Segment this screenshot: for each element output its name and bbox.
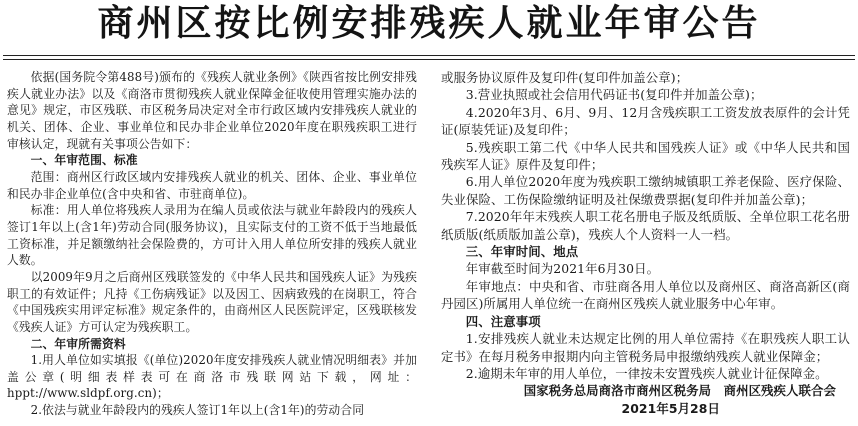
material-item-7: 7.2020年年末残疾人职工花名册电子版及纸质版、全单位职工花名册纸质版(纸质版加盖公章)，残疾人个人资料一人一档。 [441, 209, 850, 242]
signature-line: 国家税务总局商洛市商州区税务局 商州区残疾人联合会 [523, 383, 836, 399]
section-heading-scope: 一、年审范围、标准 [30, 153, 138, 168]
section-heading-notes: 四、注意事项 [465, 313, 541, 329]
material-item-6: 6.用人单位2020年度为残疾职工缴纳城镇职工养老保险、医疗保险、失业保险、工伤保险缴纳证明及社保缴费票据(复印件并加盖公章)； [441, 174, 850, 207]
left-column [7, 69, 417, 419]
standard-paragraph: 标准：用人单位将残疾人录用为在编人员或依法与就业年龄段内的残疾人签订1年以上(含1年)劳动合同(服务协议)，且实际支付的工资不低于当地最低工资标准，并足额缴纳社会保险费的，方可计入用人单位所安排的残疾人就业人数。 [7, 203, 417, 268]
material-item-3: 3.营业执照或社会信用代码证书(复印件并加盖公章)； [465, 87, 763, 103]
title-divider-thick [3, 55, 855, 56]
note-item-1: 1.安排残疾人就业未达规定比例的用人单位需持《在职残疾人职工认定书》在每月税务申报期内向主管税务局申报缴纳残疾人就业保障金； [441, 331, 850, 364]
section-heading-materials: 二、年审所需资料 [30, 336, 126, 351]
section-heading-time-place: 三、年审时间、地点 [465, 244, 579, 260]
right-column [441, 69, 850, 417]
intro-paragraph: 依据(国务院令第488号)颁布的《残疾人就业条例》《陕西省按比例安排残疾人就业办法》以及《商洛市贯彻残疾人就业保障金征收使用管理实施办法的意见》规定，市区残联、市区税务局决定对全市行政区域内安排残疾人就业的机关、团体、企业、事业单位和民办非企业单位2020年度在职残疾职工进行审核认定，现就有关事项公告如下： [7, 70, 417, 151]
page-title: 商州区按比例安排残疾人就业年审公告 [97, 3, 761, 44]
material-item-2-continued: 或服务协议原件及复印件(复印件加盖公章)； [441, 70, 689, 85]
certificate-paragraph: 以2009年9月之后商州区残联签发的《中华人民共和国残疾人证》为残疾职工的有效证件；凡持《工伤病残证》以及因工、因病致残的在岗职工，符合《中国残疾实用评定标准》规定条件的，由商州区人民医院评定，区残联核发《残疾人证》方可认定为残疾职工。 [7, 269, 417, 334]
date-line: 2021年5月28日 [621, 400, 720, 416]
location-paragraph: 年审地点：中央和省、市驻商各用人单位以及商州区、商洛高新区(商丹园区)所属用人单位统一在商州区残疾人就业服务中心年审。 [441, 278, 850, 312]
scope-paragraph: 范围：商州区行政区域内安排残疾人就业的机关、团体、企业、事业单位和民办非企业单位(含中央和省、市驻商单位)。 [7, 169, 417, 201]
material-item-2: 2.依法与就业年龄段内的残疾人签订1年以上(含1年)的劳动合同 [30, 403, 365, 418]
material-item-5: 5.残疾职工第二代《中华人民共和国残疾人证》或《中华人民共和国残疾军人证》原件及复印件； [441, 139, 850, 173]
material-item-1: 1.用人单位如实填报《(单位)2020年度安排残疾人就业情况明细表》并加盖公章(明细表样表可在商洛市残联网站下载，网址：hppt://www.sldpf.org.cn)； [7, 353, 417, 401]
note-item-2: 2.逾期未年审的用人单位，一律按未安置残疾人就业计征保障金。 [465, 365, 828, 381]
material-item-4: 4.2020年3月、6月、9月、12月含残疾职工工资发放表原件的会计凭证(原装凭证)及复印件； [441, 104, 850, 138]
deadline-paragraph: 年审截至时间为2021年6月30日。 [465, 261, 660, 277]
title-divider-thin [3, 59, 855, 60]
